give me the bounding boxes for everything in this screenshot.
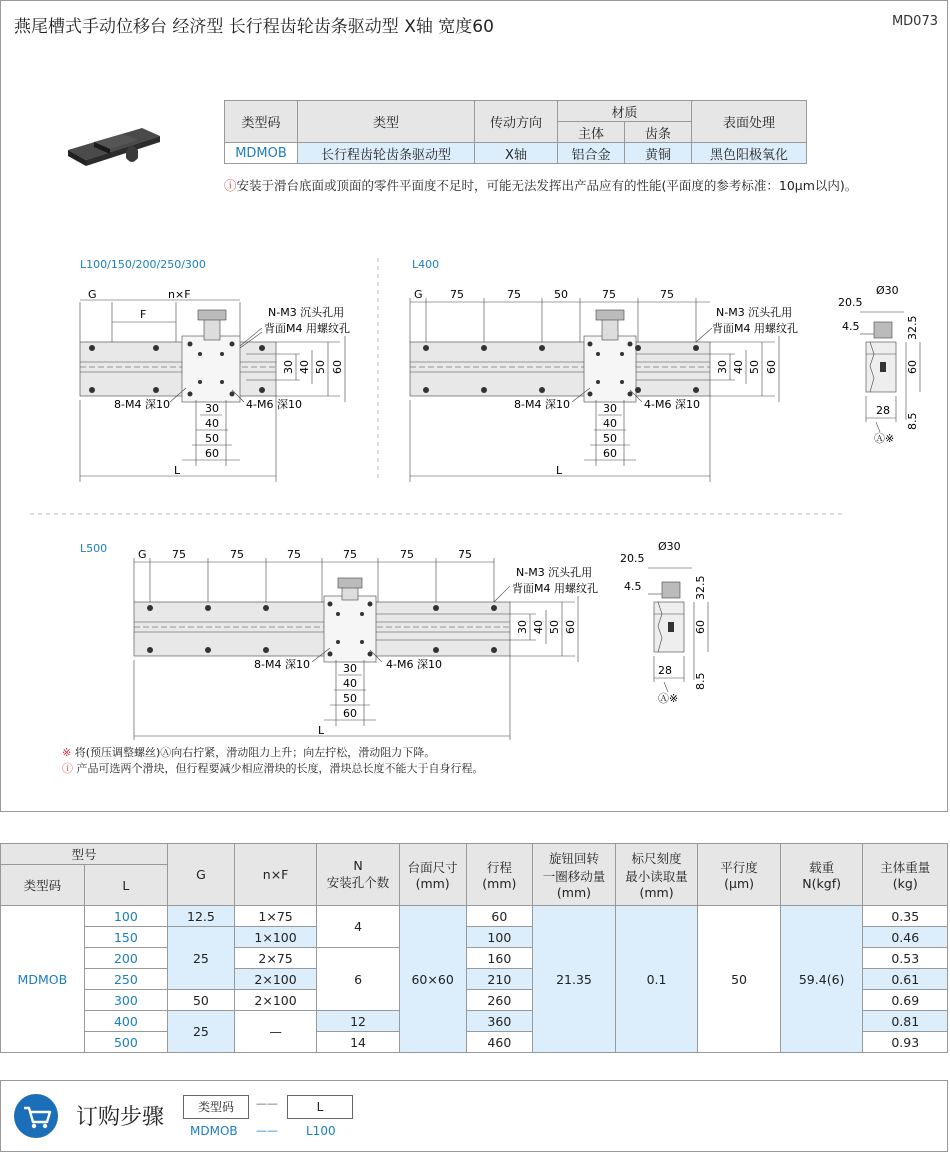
th-scale: 标尺刻度 最小读取量 (mm) bbox=[615, 844, 698, 906]
note-nm3-3: N-M3 沉头孔用 bbox=[516, 566, 593, 579]
th-material: 材质 bbox=[558, 101, 692, 122]
dim-60-3: 60 bbox=[343, 707, 357, 720]
td-n-1: 4 bbox=[317, 906, 399, 948]
th-nxf: n×F bbox=[234, 844, 317, 906]
order-title: 订购步骤 bbox=[76, 1105, 165, 1130]
dim-50-2: 50 bbox=[554, 288, 568, 301]
note-m6depth-3: 4-M6 深10 bbox=[386, 658, 442, 671]
side-28-1: 28 bbox=[876, 404, 890, 417]
th-knob: 旋钮回转 一圈移动量 (mm) bbox=[533, 844, 616, 906]
note-m4depth-2: 8-M4 深10 bbox=[514, 398, 570, 411]
td-stroke-6: 360 bbox=[466, 1011, 533, 1032]
dim-l-3: L bbox=[318, 724, 325, 737]
order-dash-2: —— bbox=[256, 1124, 278, 1137]
th-gear: 齿条 bbox=[625, 122, 692, 143]
td-g-1: 12.5 bbox=[168, 906, 235, 927]
dim-v30-2: 30 bbox=[716, 360, 729, 374]
note-m4depth-3: 8-M4 深10 bbox=[254, 658, 310, 671]
th-body: 主体 bbox=[558, 122, 625, 143]
dim-75-3e: 75 bbox=[400, 548, 414, 561]
td-weight-2: 0.46 bbox=[863, 927, 948, 948]
td-gear: 黄铜 bbox=[625, 143, 692, 164]
side-85-2: 8.5 bbox=[694, 672, 707, 690]
dim-v50-3: 50 bbox=[548, 620, 561, 634]
note-m4depth-1: 8-M4 深10 bbox=[114, 398, 170, 411]
side-205-2: 20.5 bbox=[620, 552, 645, 565]
dim-v60-2: 60 bbox=[765, 360, 778, 374]
th-type-code: 类型码 bbox=[225, 101, 298, 143]
note-nm3-2: N-M3 沉头孔用 bbox=[716, 306, 793, 319]
td-n-4: 14 bbox=[317, 1032, 399, 1053]
dim-40-3: 40 bbox=[343, 677, 357, 690]
td-surface: 黑色阳极氧化 bbox=[692, 143, 807, 164]
td-g-4: 25 bbox=[168, 1011, 235, 1053]
dim-g-1: G bbox=[88, 288, 97, 301]
td-type: 长行程齿轮齿条驱动型 bbox=[298, 143, 475, 164]
dim-30-3: 30 bbox=[343, 662, 357, 675]
th-surface: 表面处理 bbox=[692, 101, 807, 143]
note-nm3-1: N-M3 沉头孔用 bbox=[268, 306, 345, 319]
td-l-500: 500 bbox=[84, 1032, 167, 1053]
td-nxf-4: 2×100 bbox=[234, 969, 317, 990]
note-slider bbox=[62, 761, 484, 777]
td-nxf-6: — bbox=[234, 1011, 317, 1053]
th-stroke: 行程 (mm) bbox=[466, 844, 533, 906]
th-n: N 安装孔个数 bbox=[317, 844, 399, 906]
th-drive: 传动方向 bbox=[475, 101, 558, 143]
side-a-1: Ⓐ※ bbox=[874, 432, 895, 445]
dim-75-2a: 75 bbox=[450, 288, 464, 301]
td-load: 59.4(6) bbox=[780, 906, 863, 1053]
dim-v50-2: 50 bbox=[748, 360, 761, 374]
td-weight-7: 0.93 bbox=[863, 1032, 948, 1053]
dim-75-2d: 75 bbox=[660, 288, 674, 301]
label-400: L400 bbox=[412, 258, 440, 271]
spec-table bbox=[224, 100, 807, 164]
td-scale: 0.1 bbox=[615, 906, 698, 1053]
dim-nxf-1: n×F bbox=[168, 288, 191, 301]
side-28-2: 28 bbox=[658, 664, 672, 677]
dim-f-1: F bbox=[140, 308, 147, 321]
dim-30-2: 30 bbox=[603, 402, 617, 415]
side-phi30-1: Ø30 bbox=[876, 284, 899, 297]
flatness-note-text: 安装于滑台底面或顶面的零件平面度不足时，可能无法发挥出产品应有的性能(平面度的参考标准：10μm以内)。 bbox=[236, 178, 858, 193]
dim-75-2b: 75 bbox=[507, 288, 521, 301]
side-screw-2 bbox=[668, 622, 674, 632]
td-n-2: 6 bbox=[317, 948, 399, 1011]
td-body: 铝合金 bbox=[558, 143, 625, 164]
th-type-code-2: 类型码 bbox=[1, 865, 85, 906]
technical-drawing bbox=[0, 250, 948, 740]
th-model: 型号 bbox=[1, 844, 168, 865]
order-box-l: L bbox=[287, 1095, 353, 1119]
side-45-2: 4.5 bbox=[624, 580, 642, 593]
order-box-type: 类型码 bbox=[183, 1095, 249, 1119]
td-nxf-1: 1×75 bbox=[234, 906, 317, 927]
product-photo bbox=[64, 118, 164, 176]
cart-icon bbox=[14, 1094, 58, 1138]
td-stroke-2: 100 bbox=[466, 927, 533, 948]
th-weight: 主体重量 (kg) bbox=[863, 844, 948, 906]
dim-75-3a: 75 bbox=[172, 548, 186, 561]
flatness-note bbox=[224, 176, 857, 194]
dim-l-2: L bbox=[556, 464, 563, 477]
note-m4back-2: 背面M4 用螺纹孔 bbox=[712, 322, 798, 335]
dim-50-2b: 50 bbox=[603, 432, 617, 445]
dim-30-1: 30 bbox=[205, 402, 219, 415]
td-l-250: 250 bbox=[84, 969, 167, 990]
td-nxf-5: 2×100 bbox=[234, 990, 317, 1011]
dim-v50-1: 50 bbox=[314, 360, 327, 374]
note-m4back-1: 背面M4 用螺纹孔 bbox=[264, 322, 350, 335]
th-g: G bbox=[168, 844, 235, 906]
side-45-1: 4.5 bbox=[842, 320, 860, 333]
th-type: 类型 bbox=[298, 101, 475, 143]
th-table-size: 台面尺寸 (mm) bbox=[399, 844, 466, 906]
td-type-code: MDMOB bbox=[225, 143, 298, 164]
dim-75-2c: 75 bbox=[602, 288, 616, 301]
note-preload-text: 将(预压调整螺丝)Ⓐ向右拧紧，滑动阻力上升；向左拧松，滑动阻力下降。 bbox=[71, 746, 436, 759]
td-g-3: 50 bbox=[168, 990, 235, 1011]
td-weight-5: 0.69 bbox=[863, 990, 948, 1011]
td-l-100: 100 bbox=[84, 906, 167, 927]
note-m4back-3: 背面M4 用螺纹孔 bbox=[512, 582, 598, 595]
td-weight-6: 0.81 bbox=[863, 1011, 948, 1032]
th-parallel: 平行度 (μm) bbox=[698, 844, 781, 906]
side-60-1: 60 bbox=[906, 360, 919, 374]
dim-g-3: G bbox=[138, 548, 147, 561]
side-60-2: 60 bbox=[694, 620, 707, 634]
dim-75-3c: 75 bbox=[287, 548, 301, 561]
td-drive: X轴 bbox=[475, 143, 558, 164]
label-500: L500 bbox=[80, 542, 108, 555]
dim-50-1: 50 bbox=[205, 432, 219, 445]
td-l-200: 200 bbox=[84, 948, 167, 969]
td-l-400: 400 bbox=[84, 1011, 167, 1032]
td-stroke-7: 460 bbox=[466, 1032, 533, 1053]
dim-v40-3: 40 bbox=[532, 620, 545, 634]
side-205-1: 20.5 bbox=[838, 296, 863, 309]
order-example-l: L100 bbox=[306, 1124, 336, 1138]
spec-data-table bbox=[0, 843, 948, 1053]
td-type-code-2: MDMOB bbox=[1, 906, 85, 1053]
th-load: 载重 N(kgf) bbox=[780, 844, 863, 906]
td-stroke-1: 60 bbox=[466, 906, 533, 927]
side-screw-1 bbox=[880, 362, 886, 372]
td-stroke-4: 210 bbox=[466, 969, 533, 990]
note-m6depth-1: 4-M6 深10 bbox=[246, 398, 302, 411]
td-g-2: 25 bbox=[168, 927, 235, 990]
td-weight-4: 0.61 bbox=[863, 969, 948, 990]
product-code: MD073 bbox=[891, 14, 938, 29]
dim-50-3b: 50 bbox=[343, 692, 357, 705]
td-l-150: 150 bbox=[84, 927, 167, 948]
side-phi30-2: Ø30 bbox=[658, 540, 681, 553]
note-preload bbox=[62, 745, 484, 761]
dim-v30-1: 30 bbox=[282, 360, 295, 374]
dim-v30-3: 30 bbox=[516, 620, 529, 634]
note-slider-text: 产品可选两个滑块，但行程要减少相应滑块的长度，滑块总长度不能大于自身行程。 bbox=[73, 762, 484, 775]
dim-60-2: 60 bbox=[603, 447, 617, 460]
info-icon-2: ⓘ bbox=[62, 762, 73, 775]
td-nxf-2: 1×100 bbox=[234, 927, 317, 948]
info-icon: ⓘ bbox=[224, 178, 237, 193]
td-weight-3: 0.53 bbox=[863, 948, 948, 969]
side-a-2: Ⓐ※ bbox=[658, 692, 679, 705]
dim-v40-1: 40 bbox=[298, 360, 311, 374]
dim-40-2: 40 bbox=[603, 417, 617, 430]
td-parallel: 50 bbox=[698, 906, 781, 1053]
side-325-1: 32.5 bbox=[906, 315, 919, 340]
td-l-300: 300 bbox=[84, 990, 167, 1011]
label-short: L100/150/200/250/300 bbox=[80, 258, 206, 271]
order-dash-1: —— bbox=[256, 1097, 278, 1110]
dim-l-1: L bbox=[174, 464, 181, 477]
dim-75-3f: 75 bbox=[458, 548, 472, 561]
dim-g-2: G bbox=[414, 288, 423, 301]
dim-v60-1: 60 bbox=[331, 360, 344, 374]
td-stroke-5: 260 bbox=[466, 990, 533, 1011]
td-table-size: 60×60 bbox=[399, 906, 466, 1053]
td-stroke-3: 160 bbox=[466, 948, 533, 969]
dim-75-3b: 75 bbox=[230, 548, 244, 561]
dim-v40-2: 40 bbox=[732, 360, 745, 374]
th-l: L bbox=[84, 865, 167, 906]
notes bbox=[62, 745, 484, 777]
page-title: 燕尾槽式手动位移台 经济型 长行程齿轮齿条驱动型 X轴 宽度60 bbox=[14, 17, 494, 37]
order-example-type: MDMOB bbox=[190, 1124, 238, 1138]
dim-60-1: 60 bbox=[205, 447, 219, 460]
td-nxf-3: 2×75 bbox=[234, 948, 317, 969]
side-85-1: 8.5 bbox=[906, 412, 919, 430]
td-weight-1: 0.35 bbox=[863, 906, 948, 927]
note-m6depth-2: 4-M6 深10 bbox=[644, 398, 700, 411]
td-n-3: 12 bbox=[317, 1011, 399, 1032]
dim-v60-3: 60 bbox=[564, 620, 577, 634]
dim-40-1: 40 bbox=[205, 417, 219, 430]
star-icon: ※ bbox=[62, 746, 72, 759]
td-knob: 21.35 bbox=[533, 906, 616, 1053]
dim-75-3d: 75 bbox=[343, 548, 357, 561]
side-325-2: 32.5 bbox=[694, 575, 707, 600]
